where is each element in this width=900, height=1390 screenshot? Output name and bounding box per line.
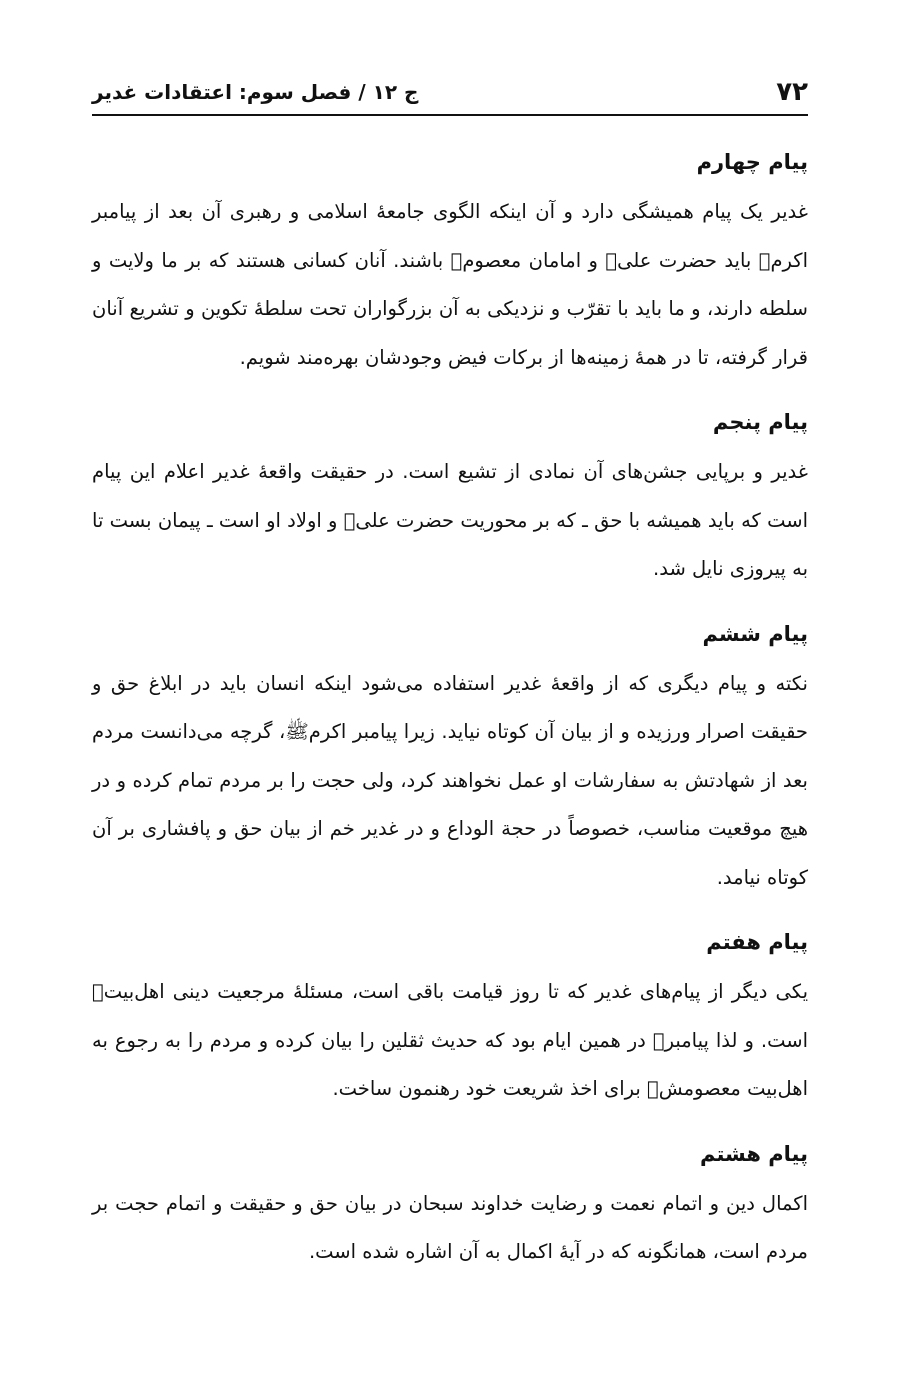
section-payam-5 (92, 400, 808, 594)
section-payam-7 (92, 920, 808, 1114)
section-paragraph: غدیر و برپایی جشن‌های آن نمادی از تشیع است. در حقیقت واقعهٔ غدیر اعلام این پیام است که باید همیشه با حق ـ که بر محوریت حضرت علیؑ و اولاد او است ـ پیمان بست تا به پیروزی نایل شد. (92, 460, 808, 580)
section-heading: پیام پنجم (712, 410, 808, 434)
running-title: ج ۱۲ / فصل سوم: اعتقادات غدیر (92, 80, 419, 104)
section-heading: پیام هفتم (706, 930, 808, 954)
page-header (92, 70, 808, 116)
page-number: ۷۲ (776, 77, 808, 107)
section-paragraph: یکی دیگر از پیام‌های غدیر که تا روز قیامت باقی است، مسئلهٔ مرجعیت دینی اهل‌بیتؑ است. و لذا پیامبرﷺ در همین ایام بود که حدیث ثقلین را بیان کرده و مردم را به رجوع به اهل‌بیت معصومشؑ برای اخذ شریعت خود رهنمون ساخت. (92, 980, 808, 1100)
section-paragraph: اکمال دین و اتمام نعمت و رضایت خداوند سبحان در بیان حق و حقیقت و اتمام حجت بر مردم است، همانگونه که در آیهٔ اکمال به آن اشاره شده است. (92, 1191, 808, 1263)
section-payam-4 (92, 140, 808, 382)
section-paragraph: غدیر یک پیام همیشگی دارد و آن اینکه الگوی جامعهٔ اسلامی و رهبری آن بعد از پیامبر اکرمﷺ باید حضرت علیؑ و امامان معصومؑ باشند. آنان کسانی هستند که بر ما ولایت و سلطه دارند، و ما باید با تقرّب و نزدیکی به آن بزرگواران تحت سلطهٔ تکوین و تشریع آنان قرار گرفته، تا در همهٔ زمینه‌ها از برکات فیض وجودشان بهره‌مند شویم. (92, 200, 808, 369)
section-payam-6 (92, 612, 808, 903)
section-payam-8 (92, 1132, 808, 1277)
section-heading: پیام چهارم (696, 150, 808, 174)
section-heading: پیام ششم (702, 621, 808, 646)
page-content (92, 140, 808, 1295)
section-heading: پیام هشتم (699, 1141, 808, 1166)
section-paragraph: نکته و پیام دیگری که از واقعهٔ غدیر استفاده می‌شود اینکه انسان باید در ابلاغ حق و حقیقت اصرار ورزیده و از بیان آن کوتاه نیاید. زیرا پیامبر اکرمﷺ، گرچه می‌دانست مردم بعد از شهادتش به سفارشات او عمل نخواهند کرد، ولی حجت را بر مردم تمام کرده و در هیچ موقعیت مناسب، خصوصاً در حجة الوداع و در غدیر خم از بیان حق و پافشاری بر آن کوتاه نیامد. (92, 671, 808, 889)
